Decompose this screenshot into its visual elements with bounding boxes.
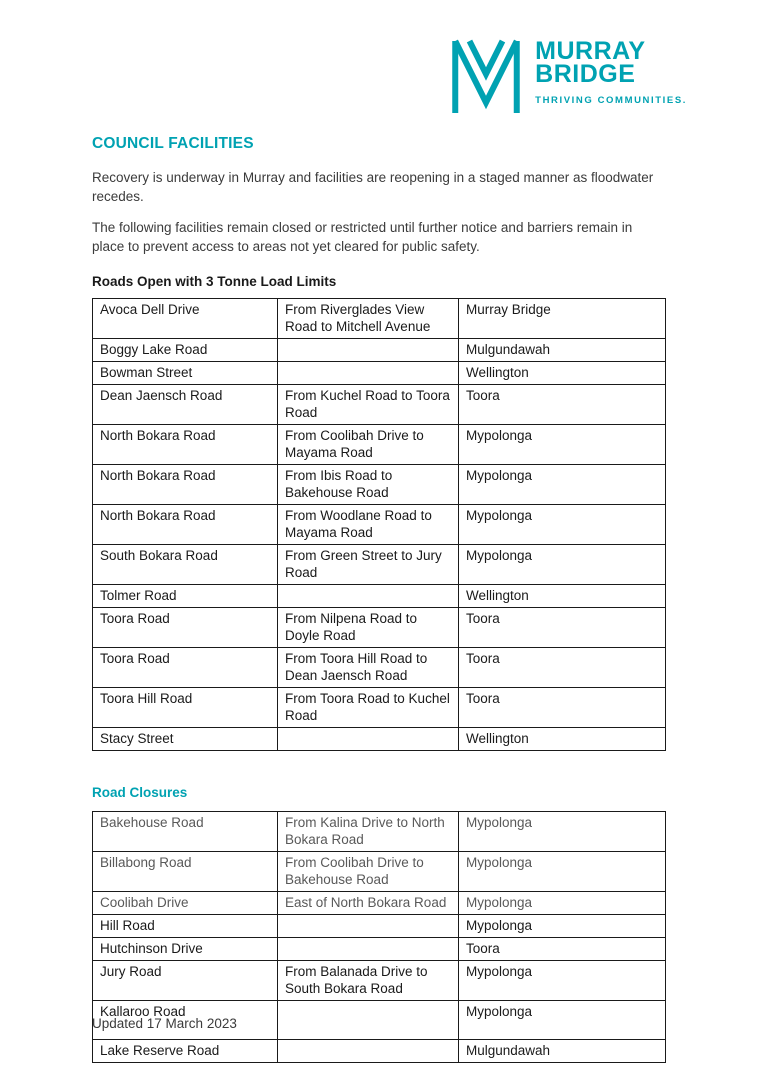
- table-cell: From Ibis Road to Bakehouse Road: [278, 464, 459, 504]
- table-row: [93, 584, 666, 607]
- table-row: [93, 811, 666, 851]
- table-cell: [278, 914, 459, 937]
- table-cell: From Woodlane Road to Mayama Road: [278, 504, 459, 544]
- table-cell: Bakehouse Road: [93, 811, 278, 851]
- table-cell: Hutchinson Drive: [93, 937, 278, 960]
- table-cell: From Toora Road to Kuchel Road: [278, 687, 459, 727]
- table-row: [93, 607, 666, 647]
- table-cell: From Coolibah Drive to Mayama Road: [278, 424, 459, 464]
- table-cell: Billabong Road: [93, 851, 278, 891]
- table-cell: Toora: [459, 937, 666, 960]
- table-row: [93, 338, 666, 361]
- table-row: [93, 914, 666, 937]
- table-cell: Toora: [459, 607, 666, 647]
- table-cell: North Bokara Road: [93, 464, 278, 504]
- table-row: [93, 298, 666, 338]
- table-row: [93, 727, 666, 750]
- table-cell: Wellington: [459, 727, 666, 750]
- logo-name-line1: MURRAY: [535, 37, 646, 65]
- table-row: [93, 937, 666, 960]
- table-cell: From Green Street to Jury Road: [278, 544, 459, 584]
- table-cell: Jury Road: [93, 960, 278, 1000]
- table-cell: Mypolonga: [459, 811, 666, 851]
- table-cell: [278, 361, 459, 384]
- logo-text: [535, 38, 687, 106]
- table-row: [93, 1039, 666, 1062]
- table-cell: Mulgundawah: [459, 1039, 666, 1062]
- table-cell: From Kuchel Road to Toora Road: [278, 384, 459, 424]
- table-row: [93, 384, 666, 424]
- table-cell: Toora: [459, 384, 666, 424]
- table-cell: Kallaroo Road: [93, 1000, 278, 1039]
- table-cell: Mypolonga: [459, 960, 666, 1000]
- table-cell: East of North Bokara Road: [278, 891, 459, 914]
- table-cell: Toora: [459, 647, 666, 687]
- table-cell: North Bokara Road: [93, 424, 278, 464]
- table-cell: Bowman Street: [93, 361, 278, 384]
- table-cell: Wellington: [459, 584, 666, 607]
- table-cell: Mypolonga: [459, 544, 666, 584]
- table-cell: Toora Hill Road: [93, 687, 278, 727]
- roads-open-heading: Roads Open with 3 Tonne Load Limits: [92, 273, 337, 289]
- table-cell: [278, 338, 459, 361]
- table-cell: Tolmer Road: [93, 584, 278, 607]
- table-row: [93, 891, 666, 914]
- table-cell: Stacy Street: [93, 727, 278, 750]
- table-cell: [278, 1000, 459, 1039]
- table-cell: [278, 727, 459, 750]
- table-cell: Mypolonga: [459, 1000, 666, 1039]
- table-cell: Lake Reserve Road: [93, 1039, 278, 1062]
- table-cell: Mypolonga: [459, 504, 666, 544]
- table-cell: From Riverglades View Road to Mitchell Avenue: [278, 298, 459, 338]
- table-cell: South Bokara Road: [93, 544, 278, 584]
- page-title: COUNCIL FACILITIES: [92, 135, 254, 152]
- table-cell: [278, 584, 459, 607]
- table-cell: Boggy Lake Road: [93, 338, 278, 361]
- table-cell: Wellington: [459, 361, 666, 384]
- table-cell: From Kalina Drive to North Bokara Road: [278, 811, 459, 851]
- table-row: [93, 464, 666, 504]
- table-row: [93, 647, 666, 687]
- updated-date: Updated 17 March 2023: [92, 1016, 237, 1031]
- table-cell: [278, 937, 459, 960]
- table-cell: Mypolonga: [459, 891, 666, 914]
- table-row: [93, 851, 666, 891]
- table-cell: Mypolonga: [459, 424, 666, 464]
- table-cell: Avoca Dell Drive: [93, 298, 278, 338]
- table-cell: Mypolonga: [459, 914, 666, 937]
- logo-tagline: THRIVING COMMUNITIES.: [535, 95, 687, 106]
- table-cell: North Bokara Road: [93, 504, 278, 544]
- table-cell: Murray Bridge: [459, 298, 666, 338]
- road-closures-heading: Road Closures: [92, 784, 188, 800]
- table-cell: Mypolonga: [459, 851, 666, 891]
- table-row: [93, 687, 666, 727]
- table-cell: Coolibah Drive: [93, 891, 278, 914]
- table-row: [93, 361, 666, 384]
- table-cell: Mypolonga: [459, 464, 666, 504]
- table-row: [93, 544, 666, 584]
- roads-open-table-body: [93, 298, 666, 750]
- table-cell: From Balanada Drive to South Bokara Road: [278, 960, 459, 1000]
- logo-m-icon: [448, 38, 524, 116]
- table-cell: From Coolibah Drive to Bakehouse Road: [278, 851, 459, 891]
- murray-bridge-logo: [448, 38, 687, 116]
- table-row: [93, 960, 666, 1000]
- table-cell: Toora Road: [93, 607, 278, 647]
- intro-paragraph: Recovery is underway in Murray and facilities are reopening in a staged manner as floodwater recedes.: [92, 170, 654, 204]
- roads-open-table: [92, 298, 666, 751]
- table-cell: Toora: [459, 687, 666, 727]
- table-row: [93, 424, 666, 464]
- table-row: [93, 504, 666, 544]
- table-cell: From Nilpena Road to Doyle Road: [278, 607, 459, 647]
- table-cell: [278, 1039, 459, 1062]
- logo-name-line2: BRIDGE: [535, 60, 636, 88]
- table-cell: Toora Road: [93, 647, 278, 687]
- table-cell: Dean Jaensch Road: [93, 384, 278, 424]
- table-cell: Hill Road: [93, 914, 278, 937]
- table-cell: From Toora Hill Road to Dean Jaensch Road: [278, 647, 459, 687]
- table-cell: Mulgundawah: [459, 338, 666, 361]
- notice-paragraph: The following facilities remain closed or restricted until further notice and barriers remain in place to prevent access to areas not yet cleared for public safety.: [92, 220, 633, 254]
